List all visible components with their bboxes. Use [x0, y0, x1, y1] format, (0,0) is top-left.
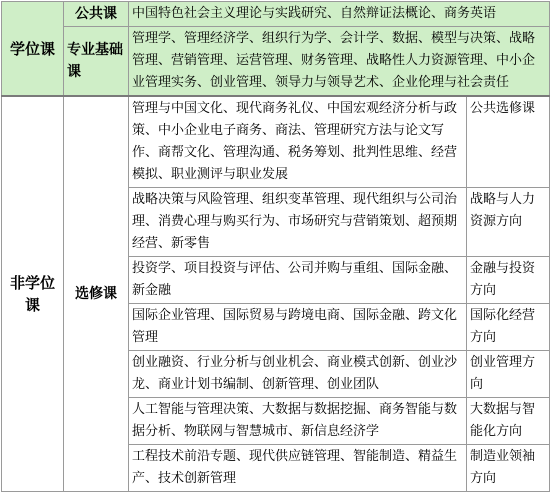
- category-degree-course: 学位课: [2, 2, 64, 97]
- elective-direction: 制造业领袖方向: [467, 445, 550, 492]
- elective-direction: 创业管理方向: [467, 351, 550, 398]
- elective-course-list: 管理与中国文化、现代商务礼仪、中国宏观经济分析与政策、中小企业电子商务、商法、管理研究方法与论文写作、商帮文化、管理沟通、税务筹划、批判性思维、经营模拟、职业测评与职业发展: [129, 96, 467, 188]
- label-elective-course: 选修课: [64, 96, 129, 492]
- row-core-course: [2, 27, 550, 97]
- label-core-course: 专业基础课: [64, 27, 129, 97]
- core-course-list: 管理学、管理经济学、组织行为学、会计学、数据、模型与决策、战略管理、营销管理、运营管理、财务管理、战略性人力资源管理、中小企业管理实务、创业管理、领导力与领导艺术、企业伦理与社会责任: [129, 27, 550, 97]
- curriculum-table: [1, 1, 550, 492]
- row-public-course: [2, 2, 550, 27]
- public-course-list: 中国特色社会主义理论与实践研究、自然辩证法概论、商务英语: [129, 2, 550, 27]
- elective-direction: 公共选修课: [467, 96, 550, 188]
- elective-course-list: 投资学、项目投资与评估、公司并购与重组、国际金融、新金融: [129, 257, 467, 304]
- elective-course-list: 创业融资、行业分析与创业机会、商业模式创新、创业沙龙、商业计划书编制、创新管理、创业团队: [129, 351, 467, 398]
- row-elective-1: [2, 96, 550, 188]
- elective-direction: 战略与人力资源方向: [467, 188, 550, 257]
- elective-direction: 金融与投资方向: [467, 257, 550, 304]
- elective-course-list: 战略决策与风险管理、组织变革管理、现代组织与公司治理、消费心理与购买行为、市场研究与营销策划、超预期经营、新零售: [129, 188, 467, 257]
- elective-course-list: 工程技术前沿专题、现代供应链管理、智能制造、精益生产、技术创新管理: [129, 445, 467, 492]
- elective-direction: 大数据与智能化方向: [467, 398, 550, 445]
- category-non-degree-course: 非学位课: [2, 96, 64, 492]
- elective-course-list: 人工智能与管理决策、大数据与数据挖掘、商务智能与数据分析、物联网与智慧城市、新信息经济学: [129, 398, 467, 445]
- elective-course-list: 国际企业管理、国际贸易与跨境电商、国际金融、跨文化管理: [129, 304, 467, 351]
- label-public-course: 公共课: [64, 2, 129, 27]
- elective-direction: 国际化经营方向: [467, 304, 550, 351]
